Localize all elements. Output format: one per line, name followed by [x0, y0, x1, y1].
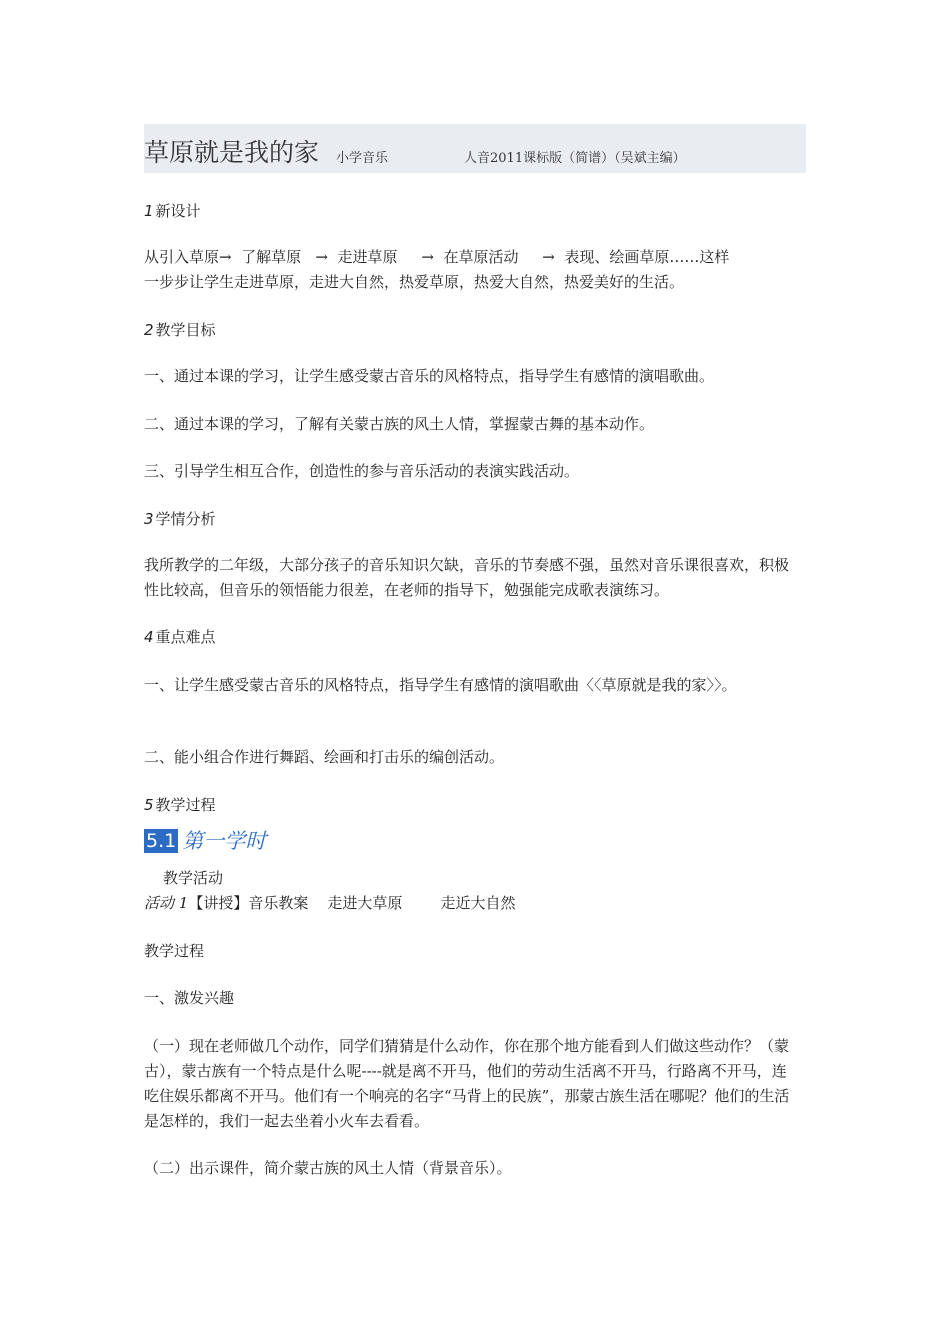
goal-item: 二、通过本课的学习，了解有关蒙古族的风土人情，掌握蒙古舞的基本动作。: [144, 415, 655, 433]
analysis-paragraph: 我所教学的二年级，大部分孩子的音乐知识欠缺，音乐的节奏感不强，虽然对音乐课很喜欢，积极性比较高，但音乐的领悟能力很差，在老师的指导下，勉强能完成歌表演练习。: [144, 556, 790, 599]
activity-heading: 教学活动: [163, 869, 224, 887]
section-label: 重点难点: [155, 628, 216, 646]
section-number: 4: [144, 628, 154, 646]
goal-item: 一、通过本课的学习，让学生感受蒙古音乐的风格特点，指导学生有感情的演唱歌曲。: [144, 367, 715, 385]
section-heading-goals: [144, 319, 216, 340]
section-label: 教学目标: [155, 321, 216, 339]
section-number: 2: [144, 321, 154, 339]
activity-line: [144, 891, 800, 916]
section-label: 新设计: [155, 202, 201, 220]
edition-label: 人音2011课标版（简谱）（吴斌主编）: [464, 151, 686, 166]
process-label: 教学过程: [144, 942, 205, 960]
lesson-number-badge: 5.1: [146, 830, 177, 852]
key-point-item: 二、能小组合作进行舞蹈、绘画和打击乐的编创活动。: [144, 748, 505, 766]
section-heading-analysis: [144, 508, 216, 529]
document-title: 草原就是我的家: [144, 138, 320, 167]
section-heading-key-points: [144, 626, 216, 647]
section-heading-process: [144, 794, 216, 815]
key-point-item: 一、让学生感受蒙古音乐的风格特点，指导学生有感情的演唱歌曲〈〈草原就是我的家〉〉。: [144, 676, 737, 694]
section-number: 5: [144, 796, 154, 814]
activity-prefix: 活动 1: [144, 894, 189, 912]
section-label: 教学过程: [155, 796, 216, 814]
design-flow-line: 从引入草原→ 了解草原 → 走进草原 → 在草原活动 → 表现、绘画草原……这样: [144, 248, 730, 266]
subject-label: 小学音乐: [336, 151, 389, 166]
section-label: 学情分析: [155, 510, 216, 528]
lesson-heading: [144, 829, 266, 853]
section-number: 1: [144, 202, 154, 220]
section-heading-design: [144, 200, 201, 221]
design-flow-continuation: 一步步让学生走进草原，走进大自然，热爱草原，热爱大自然，热爱美好的生活。: [144, 273, 685, 291]
goal-item: 三、引导学生相互合作，创造性的参与音乐活动的表演实践活动。: [144, 462, 580, 480]
lesson-title: 第一学时: [182, 829, 267, 853]
part-paragraph: （二）出示课件，简介蒙古族的风土人情（背景音乐）。: [144, 1159, 512, 1177]
section-number: 3: [144, 510, 154, 528]
activity-text: 【讲授】音乐教案 走进大草原 走近大自然: [188, 894, 516, 912]
part-title: 一、激发兴趣: [144, 989, 235, 1007]
part-paragraph: （一）现在老师做几个动作，同学们猜猜是什么动作，你在那个地方能看到人们做这些动作？（蒙古），蒙古族有一个特点是什么呢----就是离不开马，他们的劳动生活离不开马，行路离不开马，连吃住娱乐都离不开马。他们有一个响亮的名字“马背上的民族”，那蒙古族生活在哪呢？他们的生活是怎样的，我们一起去坐着小火车去看看。: [144, 1037, 790, 1130]
